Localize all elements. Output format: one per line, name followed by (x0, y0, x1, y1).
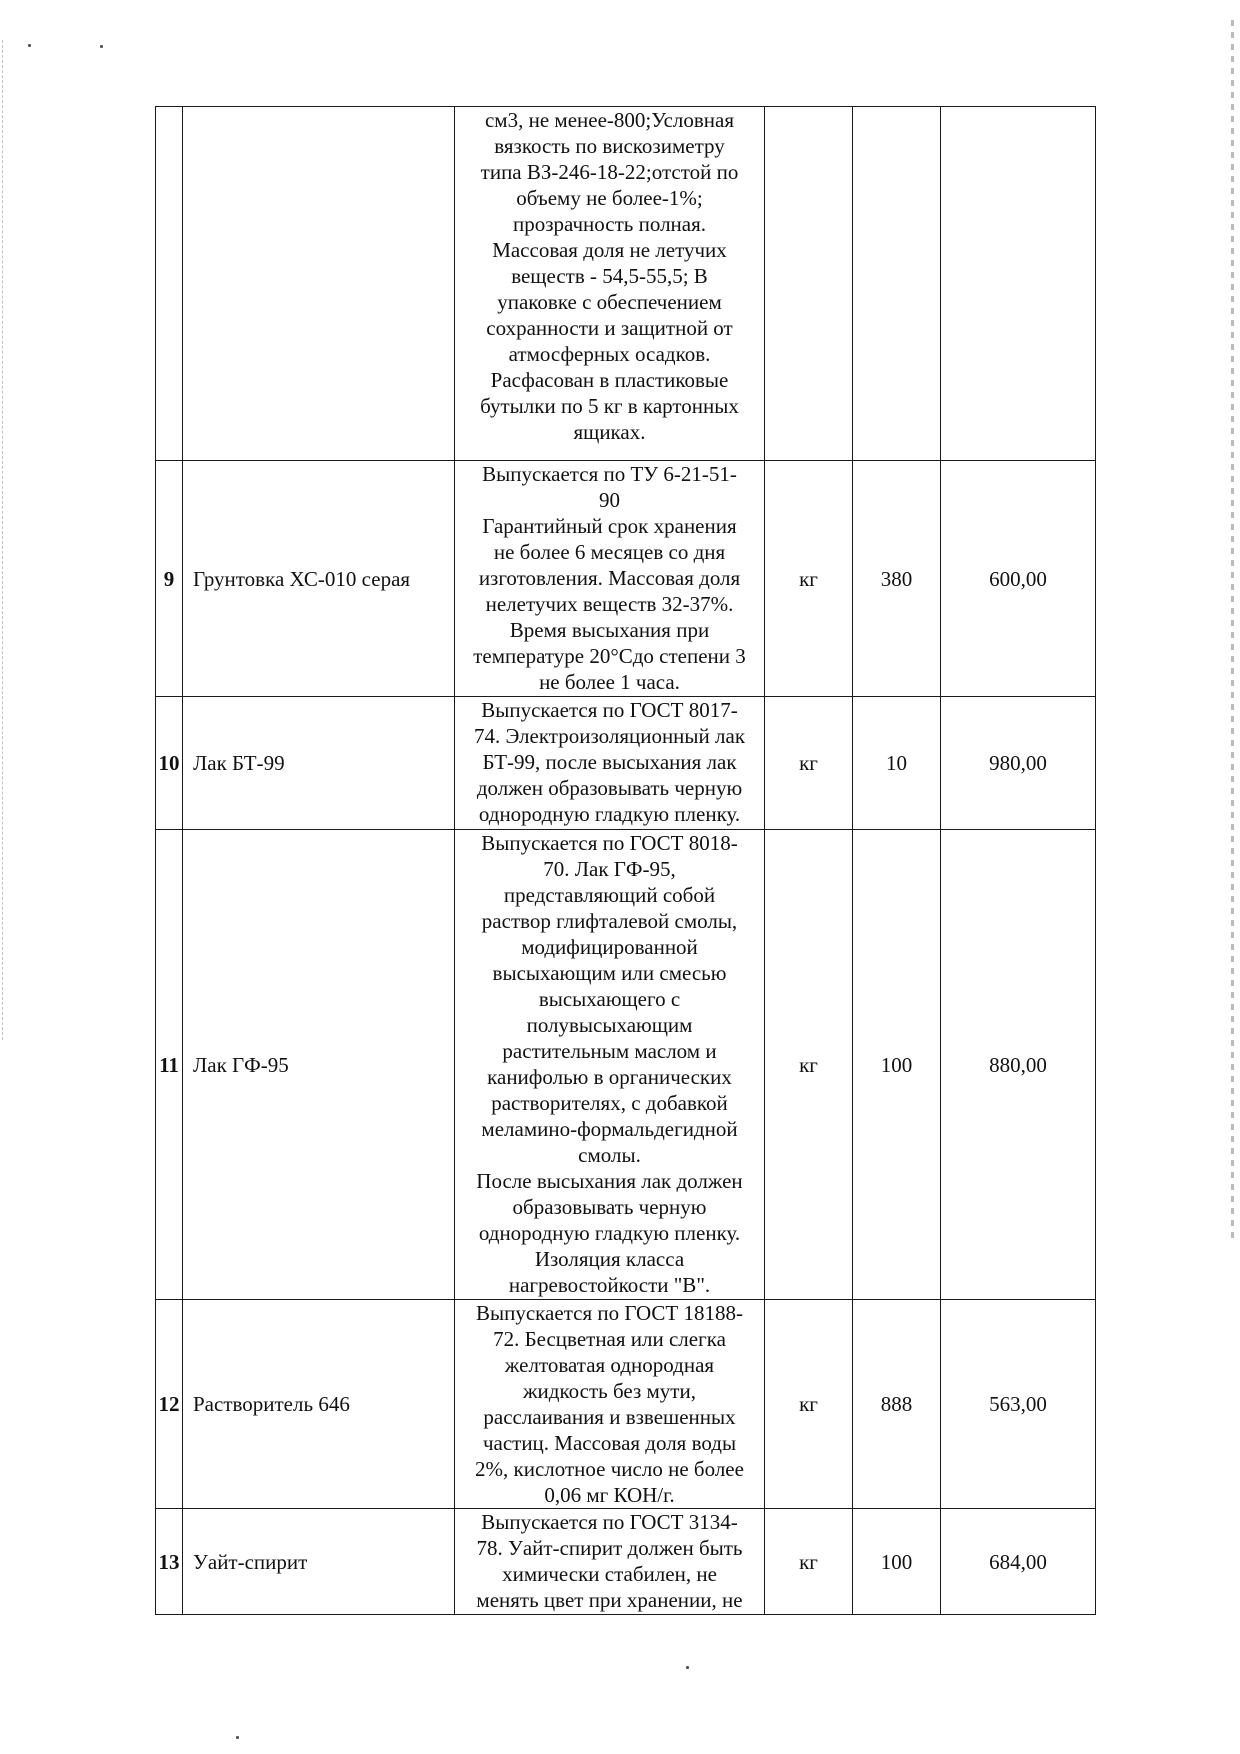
quantity: 888 (853, 1300, 941, 1509)
goods-spec-table (155, 106, 1096, 1615)
row-number: 9 (156, 461, 183, 697)
product-description: Выпускается по ГОСТ 18188- 72. Бесцветная или слегка желтоватая однородная жидкость без мути, расслаивания и взвешенных частиц. Массовая доля воды 2%, кислотное число не более 0,06 мг КОН/г. (455, 1300, 765, 1509)
unit-of-measure: кг (765, 1509, 853, 1615)
product-name: Лак ГФ-95 (183, 830, 455, 1300)
product-description: Выпускается по ГОСТ 8018- 70. Лак ГФ-95, представляющий собой раствор глифталевой смолы, модифицированной высыхающим или смесью высыхающего с полувысыхающим растительным маслом и канифолью в органических растворителях, с добавкой меламино-формальдегидной смолы. После высыхания лак должен образовывать черную однородную гладкую пленку. Изоляция класса нагревостойкости "В". (455, 830, 765, 1300)
table-row (156, 107, 1096, 461)
unit-of-measure: кг (765, 1300, 853, 1509)
table-row (156, 830, 1096, 1300)
unit-price: 600,00 (941, 461, 1096, 697)
scan-edge-right (1231, 20, 1234, 1240)
unit-price (941, 107, 1096, 461)
quantity: 10 (853, 697, 941, 830)
product-description: Выпускается по ГОСТ 3134- 78. Уайт-спирит должен быть химически стабилен, не менять цвет при хранении, не (455, 1509, 765, 1615)
unit-price: 880,00 (941, 830, 1096, 1300)
quantity: 380 (853, 461, 941, 697)
product-name (183, 107, 455, 461)
table-row (156, 1300, 1096, 1509)
table-row (156, 1509, 1096, 1615)
row-number: 11 (156, 830, 183, 1300)
scan-speck (236, 1736, 239, 1739)
table-row (156, 461, 1096, 697)
table-row (156, 697, 1096, 830)
product-name: Грунтовка ХС-010 серая (183, 461, 455, 697)
row-number: 13 (156, 1509, 183, 1615)
product-description: Выпускается по ТУ 6-21-51- 90 Гарантийный срок хранения не более 6 месяцев со дня изготовления. Массовая доля нелетучих веществ 32-37%. Время высыхания при температуре 20°Сдо степени 3 не более 1 часа. (455, 461, 765, 697)
quantity: 100 (853, 830, 941, 1300)
row-number (156, 107, 183, 461)
unit-price: 684,00 (941, 1509, 1096, 1615)
quantity (853, 107, 941, 461)
unit-of-measure: кг (765, 461, 853, 697)
unit-price: 563,00 (941, 1300, 1096, 1509)
scan-speck (100, 45, 103, 48)
product-description: см3, не менее-800;Условная вязкость по вискозиметру типа ВЗ-246-18-22;отстой по объему не более-1%; прозрачность полная. Массовая доля не летучих веществ - 54,5-55,5; В упаковке с обеспечением сохранности и защитной от атмосферных осадков. Расфасован в пластиковые бутылки по 5 кг в картонных ящиках. (455, 107, 765, 461)
scan-speck (686, 1666, 689, 1669)
scan-edge-left (2, 40, 4, 1040)
row-number: 12 (156, 1300, 183, 1509)
unit-price: 980,00 (941, 697, 1096, 830)
product-name: Растворитель 646 (183, 1300, 455, 1509)
row-number: 10 (156, 697, 183, 830)
quantity: 100 (853, 1509, 941, 1615)
product-name: Уайт-спирит (183, 1509, 455, 1615)
scan-speck (28, 44, 31, 47)
product-description: Выпускается по ГОСТ 8017- 74. Электроизоляционный лак БТ-99, после высыхания лак должен образовывать черную однородную гладкую пленку. (455, 697, 765, 830)
unit-of-measure: кг (765, 697, 853, 830)
product-name: Лак БТ-99 (183, 697, 455, 830)
unit-of-measure: кг (765, 830, 853, 1300)
unit-of-measure (765, 107, 853, 461)
